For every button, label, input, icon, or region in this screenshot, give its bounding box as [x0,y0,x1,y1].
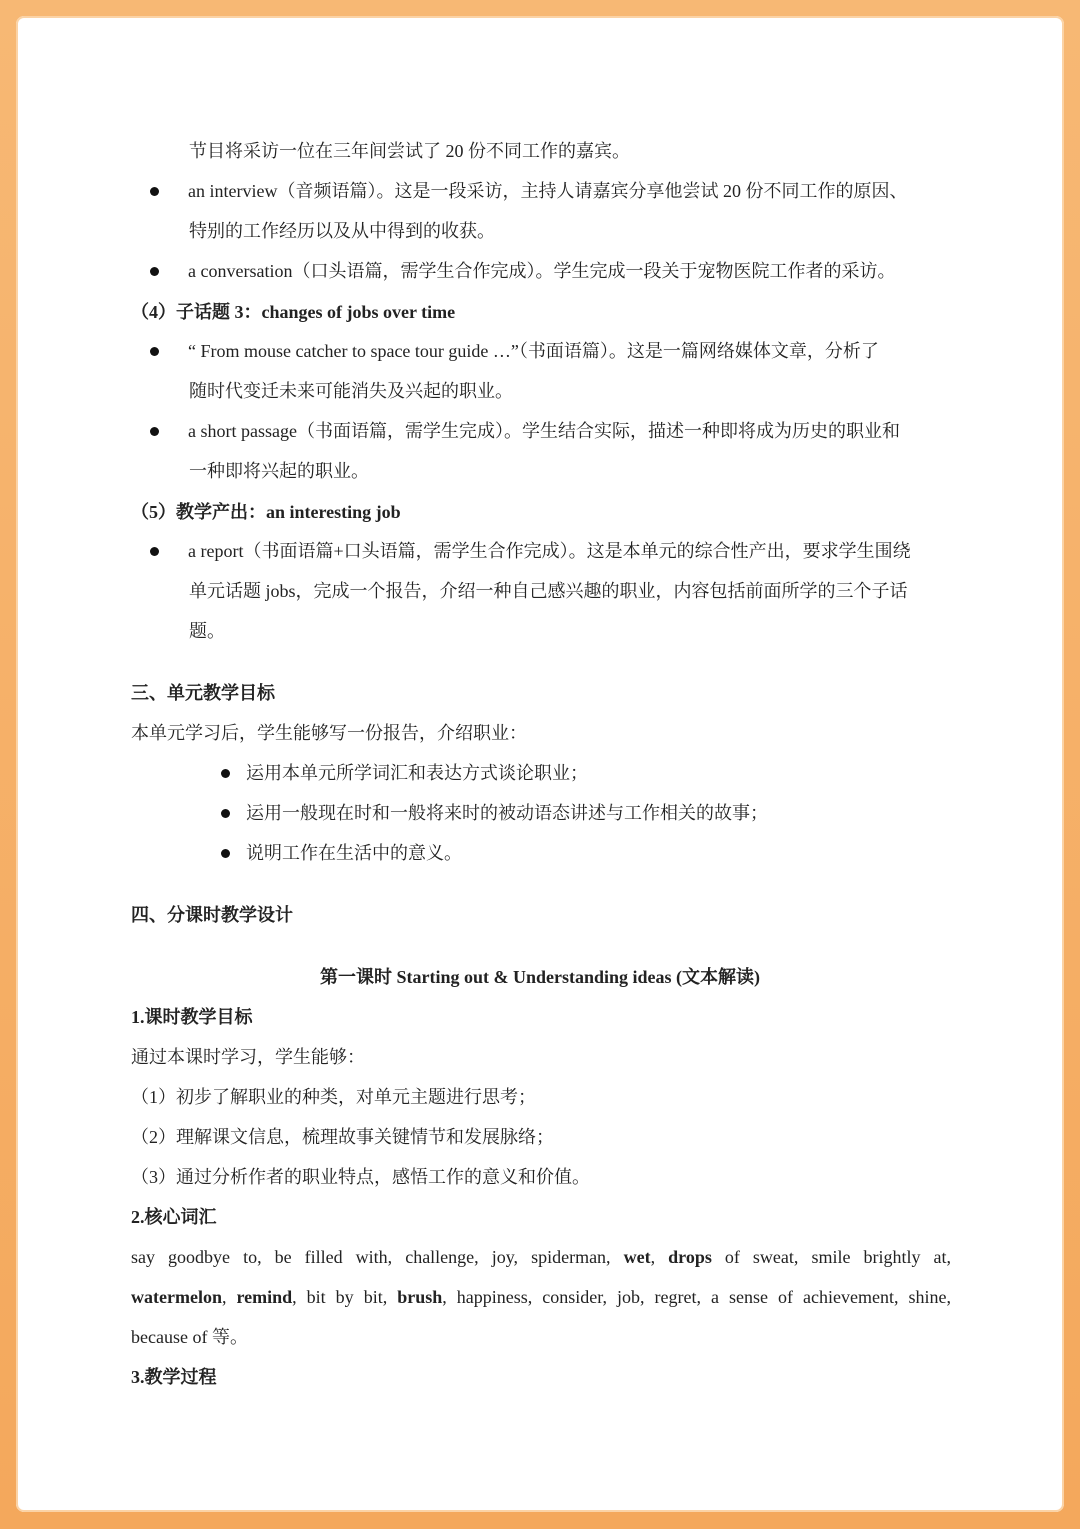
goal-item: 运用本单元所学词汇和表达方式谈论职业； [246,763,588,783]
section-4-heading: 四、分课时教学设计 [131,905,293,925]
document-page [16,16,1064,1512]
vocab-bold-word: wet [623,1247,651,1267]
bullet-passage-line2: 一种即将兴起的职业。 [189,461,369,481]
bullet-article-line2: 随时代变迁未来可能消失及兴起的职业。 [189,381,513,401]
document-content [16,16,1064,1512]
section-3-intro: 本单元学习后，学生能够写一份报告，介绍职业： [131,723,527,743]
bullet-icon [150,267,159,276]
objectives-intro: 通过本课时学习，学生能够： [131,1047,365,1067]
vocabulary-heading: 2.核心词汇 [131,1207,217,1227]
bullet-report-line3: 题。 [189,621,225,641]
bullet-icon [221,849,230,858]
interview-intro-continuation: 节目将采访一位在三年间尝试了 20 份不同工作的嘉宾。 [189,141,630,161]
vocab-bold-word: remind [236,1287,293,1307]
vocab-bold-word: watermelon [131,1287,222,1307]
vocabulary-line-2: watermelon, remind, bit by bit, brush, happiness, consider, job, regret, a sense of achievement, shine, [131,1287,951,1307]
bullet-conversation: a conversation（口头语篇，需学生合作完成）。学生完成一段关于宠物医院工作者的采访。 [188,261,896,281]
subtopic-5-heading: （5）教学产出：an interesting job [131,502,401,522]
vocab-bold-word: brush [397,1287,443,1307]
subtopic-4-heading: （4）子话题 3：changes of jobs over time [131,302,456,322]
section-3-heading: 三、单元教学目标 [131,683,275,703]
objective-item: （3）通过分析作者的职业特点，感悟工作的意义和价值。 [131,1167,590,1187]
goal-item: 运用一般现在时和一般将来时的被动语态讲述与工作相关的故事； [246,803,768,823]
bullet-icon [150,427,159,436]
lesson-title: 第一课时 Starting out & Understanding ideas (文本解读) [319,967,761,987]
objective-item: （1）初步了解职业的种类，对单元主题进行思考； [131,1087,536,1107]
bullet-report-line1: a report（书面语篇+口头语篇，需学生合作完成）。这是本单元的综合性产出，要求学生围绕 [188,541,911,561]
bullet-icon [150,187,159,196]
bullet-icon [150,347,159,356]
bullet-interview-line1: an interview（音频语篇）。这是一段采访，主持人请嘉宾分享他尝试 20 份不同工作的原因、 [188,181,908,201]
vocabulary-line-3: because of 等。 [131,1327,248,1347]
goal-item: 说明工作在生活中的意义。 [246,843,462,863]
bullet-icon [150,547,159,556]
bullet-report-line2: 单元话题 jobs，完成一个报告，介绍一种自己感兴趣的职业，内容包括前面所学的三个子话 [189,581,908,601]
bullet-article-line1: “ From mouse catcher to space tour guide …”（书面语篇）。这是一篇网络媒体文章，分析了 [188,341,879,361]
teaching-process-heading: 3.教学过程 [131,1367,217,1387]
vocabulary-line-1: say goodbye to, be filled with, challenge, joy, spiderman, wet, drops of sweat, smile brightly at, [131,1247,952,1267]
bullet-icon [221,769,230,778]
objectives-heading: 1.课时教学目标 [131,1007,253,1027]
bullet-interview-line2: 特别的工作经历以及从中得到的收获。 [189,221,495,241]
objective-item: （2）理解课文信息，梳理故事关键情节和发展脉络； [131,1127,554,1147]
bullet-passage-line1: a short passage（书面语篇，需学生完成）。学生结合实际，描述一种即将成为历史的职业和 [188,421,900,441]
bullet-icon [221,809,230,818]
vocab-bold-word: drops [668,1247,712,1267]
